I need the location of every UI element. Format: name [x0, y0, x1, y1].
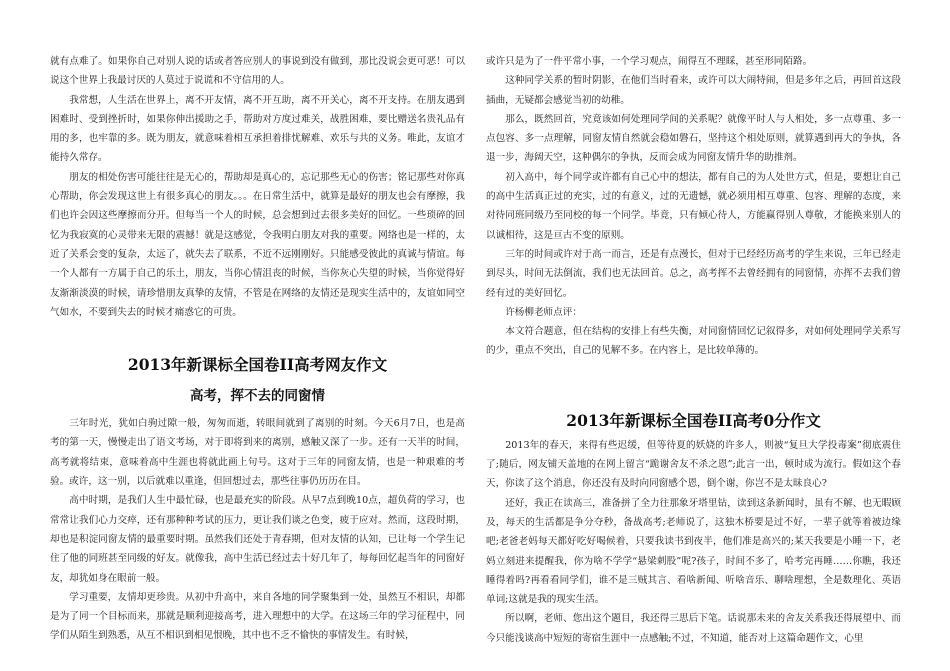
essay-paragraph-1: 三年时光，犹如白驹过隙一般，匆匆而逝，转眼间就到了离别的时刻。今天6月7日，也是高考的第一天，慢慢走出了语文考场，对于即将到来的离别，感触又深了一步。还有一天半的时间，高考就将结束，意味着高中生涯也将就此画上句号。这对于三年的同窗友情，也是一种艰难的考验。或许，这一别，以后就难以重逢，但回想过去，那些往事仍历历在目。 — [50, 418, 465, 488]
essay-paragraph-3: 学习重要，友情却更珍贵。从初中升高中，来自各地的同学聚集到一处，虽然互不相识，却都是为了同一个目标而来，那就是顺利迎接高考，进入理想中的大学。在这场三年的学习征程中，同学们从陌生到熟悉，从互不相识到相见恨晚，其中也不乏不愉快的事情发生。有时候， — [50, 591, 465, 642]
left-column — [50, 52, 465, 646]
essay-continuation-1: 或许只是为了一件平常小事，一个学习观点，闹得互不理睬，甚至形同陌路。 — [486, 56, 813, 67]
zero-essay-paragraph-2: 还好，我正在读高三，准备拼了全力往那象牙塔里钻，读到这条新闻时，虽有不解、也无暇顾及，每天的生活都是争分夺秒，备战高考;老师说了，这独木桥要是过不好，一辈子就等着被边缘吧;老爸老妈每天都好吃好喝候着，只要我读书到夜半，他们准是高兴的;某天我要是小睡一下，老妈立刻进来提醒我，你为啥不学学“悬梁刺股”呢?孩子，时间不多了，哈考完再睡……你瞧，我还睡得着吗?再看看同学们，谁不是三贼其言、看啥新闻、听啥音乐、聊啥理想，全是数理化、英语单词;这就是我的现实生活。 — [486, 497, 901, 606]
paragraph-intro: 就有点难了。如果你自己对别人说的话或者答应别人的事说到没有做到，那比没说会更可恶！可以说这个世界上我最讨厌的人莫过于说谎和不守信用的人。 — [50, 56, 465, 87]
right-column — [486, 52, 901, 648]
zero-essay-paragraph-1: 2013年的春天，来得有些迟缓，但等待夏的妖娆的许多人，则被“复旦大学投毒案”彻底震住了;随后，网友铺天盖地的在网上留言“跪谢舍友不杀之恩”;此言一出，顿时成为流行。假如这个春天，你读了这个消息，你还没有及时向同窗感个恩，倒个谢，你岂不是太昧良心? — [486, 439, 901, 490]
netizen-essay-heading: 2013年新课标全国卷II高考网友作文 — [127, 355, 388, 375]
paragraph-friendship-2: 朋友的相处伤害可能往往是无心的，帮助却是真心的，忘记那些无心的伤害；铭记那些对你真心帮助，你会发现这世上有很多真心的朋友。。。在日常生活中，就算是最好的朋友也会有摩擦，我们也许会因这些摩擦而分开。但每当一个人的时候，总会想到过去很多美好的回忆。一些琐碎的回忆为我寂寞的心灵带来无限的震撼！就是这感觉，令我明白朋友对我的重要。网络也是一样的，太近了关系会变的复杂，太远了，就失去了联系，不近不远刚刚好。只能感受彼此的真诚与情谊。每一个人都有一方属于自己的乐土，朋友，当你心情沮丧的时候，当你灰心失望的时候，当你觉得好友渐渐淡漠的时候，请珍惜朋友真挚的友情，不管是在网络的友情还是现实生活中的，友谊如同空气如水，不要到失去的时候才痛惑它的可贵。 — [50, 171, 465, 318]
essay-continuation-5: 三年的时间或许对于高一而言，还是有点漫长，但对于已经经历高考的学生来说，三年已经走到尽头，时间无法倒流，我们也无法回首。总之，高考挥不去曾经拥有的同窗情，亦挥不去我们曾经有过的美好回忆。 — [486, 248, 901, 299]
essay-continuation-4: 初入高中，每个同学或许都有自己心中的想法，都有自己的为人处世方式，但是，要想让自己的高中生活真正过的充实，过的有意义，过的无遗憾，就必须用相互尊重、包容、理解的态度，来对待同班同级乃至同校的每一个同学。毕竟，只有倾心待人，方能赢得别人尊敬，才能换来别人的以诚相待，这是亘古不变的原则。 — [486, 171, 901, 241]
section-spacer — [486, 361, 901, 411]
zero-score-essay-heading: 2013年新课标全国卷II高考0分作文 — [566, 410, 821, 430]
essay-continuation-2: 这种同学关系的暂时阴影，在他们当时看来，或许可以大闹特闹，但是多年之后，再回首这段插曲，无疑都会感觉当初的幼稚。 — [486, 75, 901, 106]
section-spacer — [50, 322, 465, 355]
essay-continuation-3: 那么，既然回首，究竟该如何处理同学间的关系呢？就像平时人与人相处，多一点尊重、多一点包容、多一点理解，同窗友情自然就会稳如磐石，坚持这个相处原则，就算遇到再大的争执，各退一步，海阔天空，这种偶尔的争执，反而会成为同窗友情升华的助推剂。 — [486, 113, 901, 164]
paragraph-friendship-1: 我常想，人生活在世界上，离不开友情，离不开互助，离不开关心，离不开支持。在朋友遇到困难时、受到挫折时，如果你伸出援助之手，帮助对方度过难关，战胜困难，要比赠送名贵礼品有用的多，也牢靠的多。既为朋友，就意味着相互承担着排忧解难、欢乐与共的义务。唯此，友谊才能持久常存。 — [50, 94, 465, 164]
essay-title: 高考，挥不去的同窗情 — [190, 388, 325, 405]
section-spacer — [50, 375, 465, 387]
zero-essay-paragraph-3: 所以啊，老师、您出这个题目，我还得三思后下笔。话说那未来的舍友关系我还得展望中、而今只能浅谈高中短短的寄宿生涯中一点感触;不过，不知道，能否对上这篇命题作文，心里 — [486, 613, 901, 644]
teacher-comment-label: 许杨柳老师点评： — [505, 306, 582, 318]
teacher-comment: 本文符合题意，但在结构的安排上有些失衡，对同窗情回忆记叙得多，对如何处理同学关系写的少，重点不突出，自己的见解不多。在内容上，是比较单薄的。 — [486, 326, 901, 357]
essay-paragraph-2: 高中时期，是我们人生中最忙碌，也是最充实的阶段。从早7点到晚10点，超负荷的学习，也常常让我们心力交瘁，还有那种种考试的压力，更让我们谈之色变，疲于应对。然而，这段时期，却也是积淀同窗友情的最重要时期。虽然我们还处于青春期，但对友情的认知，已让每一个学生记住了他的同班甚至同级的好友。就像我，高中生活已经过去十好几年了，每每回忆起当年的同窗好友，却犹如身在眼前一般。 — [50, 495, 465, 584]
section-spacer — [50, 405, 465, 414]
